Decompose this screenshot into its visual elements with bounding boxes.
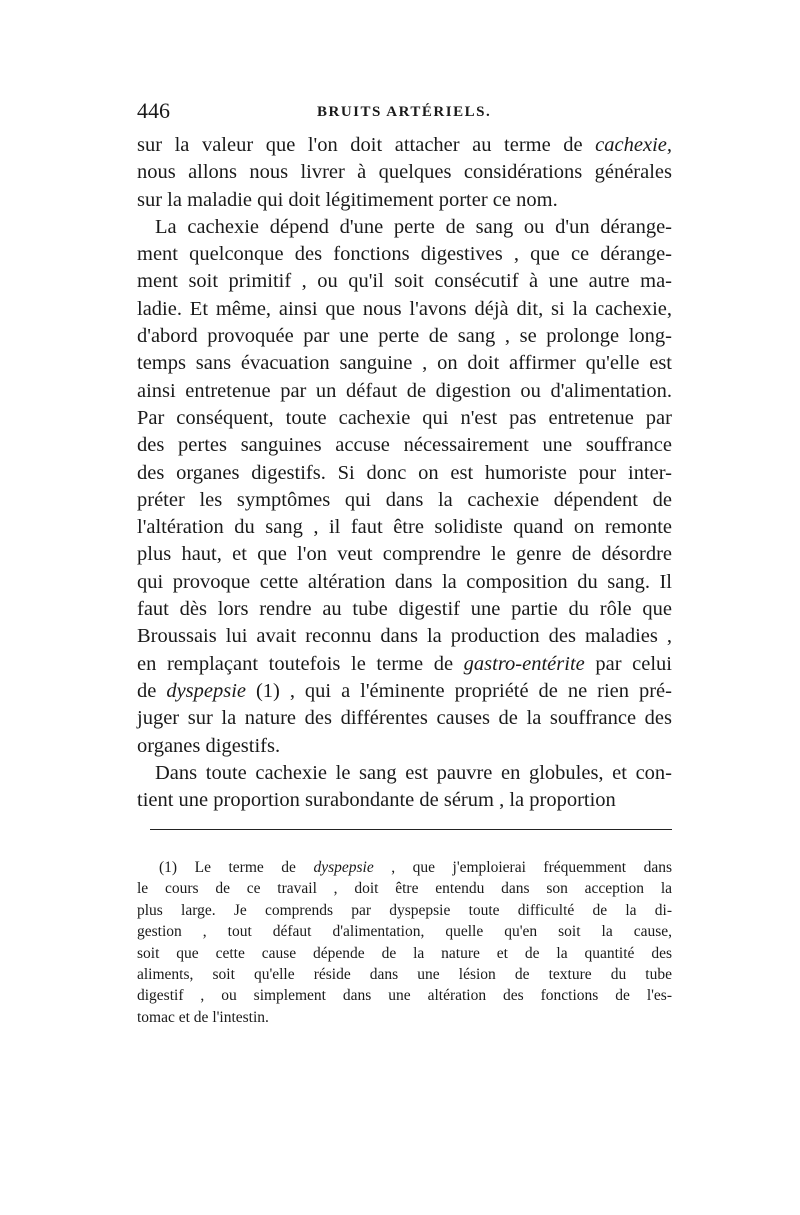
italic-term: gastro-entérite [463, 652, 585, 675]
body-line [137, 678, 672, 705]
body-line [137, 705, 672, 732]
footnote-line [137, 943, 672, 964]
footnote-line [137, 964, 672, 985]
text-run: ment soit primitif , ou qu'il soit consécutif à une autre ma- [137, 270, 672, 293]
body-line [137, 787, 672, 814]
text-run: (1) , qui a l'éminente propriété de ne rien pré- [246, 679, 672, 702]
footnote-line [137, 985, 672, 1006]
italic-term: dyspepsie [313, 859, 374, 876]
body-line [137, 214, 672, 241]
body-line [137, 760, 672, 787]
page-number: 446 [137, 98, 170, 123]
text-run: faut dès lors rendre au tube digestif une partie du rôle que [137, 598, 672, 621]
body-line [137, 460, 672, 487]
body-line [137, 132, 672, 159]
text-run: ainsi entretenue par un défaut de digestion ou d'alimentation. [137, 379, 672, 402]
text-run: ladie. Et même, ainsi que nous l'avons déjà dit, si la cachexie, [137, 297, 672, 320]
italic-term: cachexie, [595, 134, 672, 156]
text-run: temps sans évacuation sanguine , on doit affirmer qu'elle est [137, 352, 672, 375]
text-run: le cours de ce travail , doit être entendu dans son acception la [137, 880, 672, 898]
text-run: qui provoque cette altération dans la composition du sang. Il [137, 570, 672, 593]
body-line [137, 651, 672, 678]
body-line [137, 541, 672, 568]
footnote-line [137, 857, 672, 878]
page [137, 98, 672, 814]
body-line [137, 323, 672, 350]
text-run: Dans toute cachexie le sang est pauvre en globules, et con- [155, 761, 672, 784]
text-run: sur la valeur que l'on doit attacher au terme de [137, 134, 596, 156]
text-run: gestion , tout défaut d'alimentation, quelle qu'en soit la cause, [137, 923, 672, 941]
text-run: d'abord provoquée par une perte de sang , se prolonge long- [137, 325, 672, 348]
body-line [137, 350, 672, 377]
text-run: plus large. Je comprends par dyspepsie toute difficulté de la di- [137, 901, 672, 919]
footnote-line [137, 1007, 672, 1028]
italic-term: dyspepsie [166, 679, 247, 702]
text-run: par celui [584, 652, 672, 675]
footnote-line [137, 900, 672, 921]
body-line [137, 378, 672, 405]
text-run: aliments, soit qu'elle réside dans une lésion de texture du tube [137, 966, 672, 984]
footnote-line [137, 921, 672, 942]
body-line [137, 569, 672, 596]
text-run: plus haut, et que l'on veut comprendre le genre de désordre [137, 543, 672, 566]
text-run: en remplaçant toutefois le terme de [137, 652, 464, 675]
body-line [137, 514, 672, 541]
body-line [137, 268, 672, 295]
body-line [137, 487, 672, 514]
running-title: BRUITS ARTÉRIELS. [317, 104, 492, 120]
body-line [137, 241, 672, 268]
text-run: , que j'emploierai fréquemment dans [373, 859, 672, 876]
body-line [137, 187, 672, 214]
text-run: préter les symptômes qui dans la cachexie dépendent de [137, 488, 672, 511]
text-run: soit que cette cause dépende de la nature et de la quantité des [137, 944, 672, 962]
text-run: des organes digestifs. Si donc on est humoriste pour inter- [137, 461, 672, 484]
text-run: digestif , ou simplement dans une altération des fonctions de l'es- [137, 987, 672, 1005]
text-run: l'altération du sang , il faut être solidiste quand on remonte [137, 516, 672, 539]
text-run: nous allons nous livrer à quelques considérations générales [137, 161, 672, 184]
text-run: Broussais lui avait reconnu dans la production des maladies , [137, 625, 672, 648]
text-run: La cachexie dépend d'une perte de sang ou d'un dérange- [155, 215, 672, 238]
footnote-divider [150, 829, 672, 830]
running-head [137, 98, 672, 126]
body-text [137, 132, 672, 814]
body-line [137, 296, 672, 323]
text-run: (1) Le terme de [159, 859, 314, 876]
body-line [137, 159, 672, 186]
body-line [137, 405, 672, 432]
body-line [137, 733, 672, 760]
body-line [137, 623, 672, 650]
text-run: tomac et de l'intestin. [137, 1008, 269, 1026]
footnote [137, 857, 672, 1028]
body-line [137, 432, 672, 459]
footnote-line [137, 878, 672, 899]
text-run: Par conséquent, toute cachexie qui n'est pas entretenue par [137, 406, 672, 429]
text-run: tient une proportion surabondante de sérum , la proportion [137, 789, 616, 812]
text-run: de [137, 679, 167, 702]
body-line [137, 596, 672, 623]
text-run: juger sur la nature des différentes causes de la souffrance des [137, 707, 672, 730]
text-run: organes digestifs. [137, 734, 281, 757]
text-run: ment quelconque des fonctions digestives , que ce dérange- [137, 243, 672, 266]
text-run: des pertes sanguines accuse nécessairement une souffrance [137, 434, 672, 457]
text-run: sur la maladie qui doit légitimement porter ce nom. [137, 188, 558, 211]
